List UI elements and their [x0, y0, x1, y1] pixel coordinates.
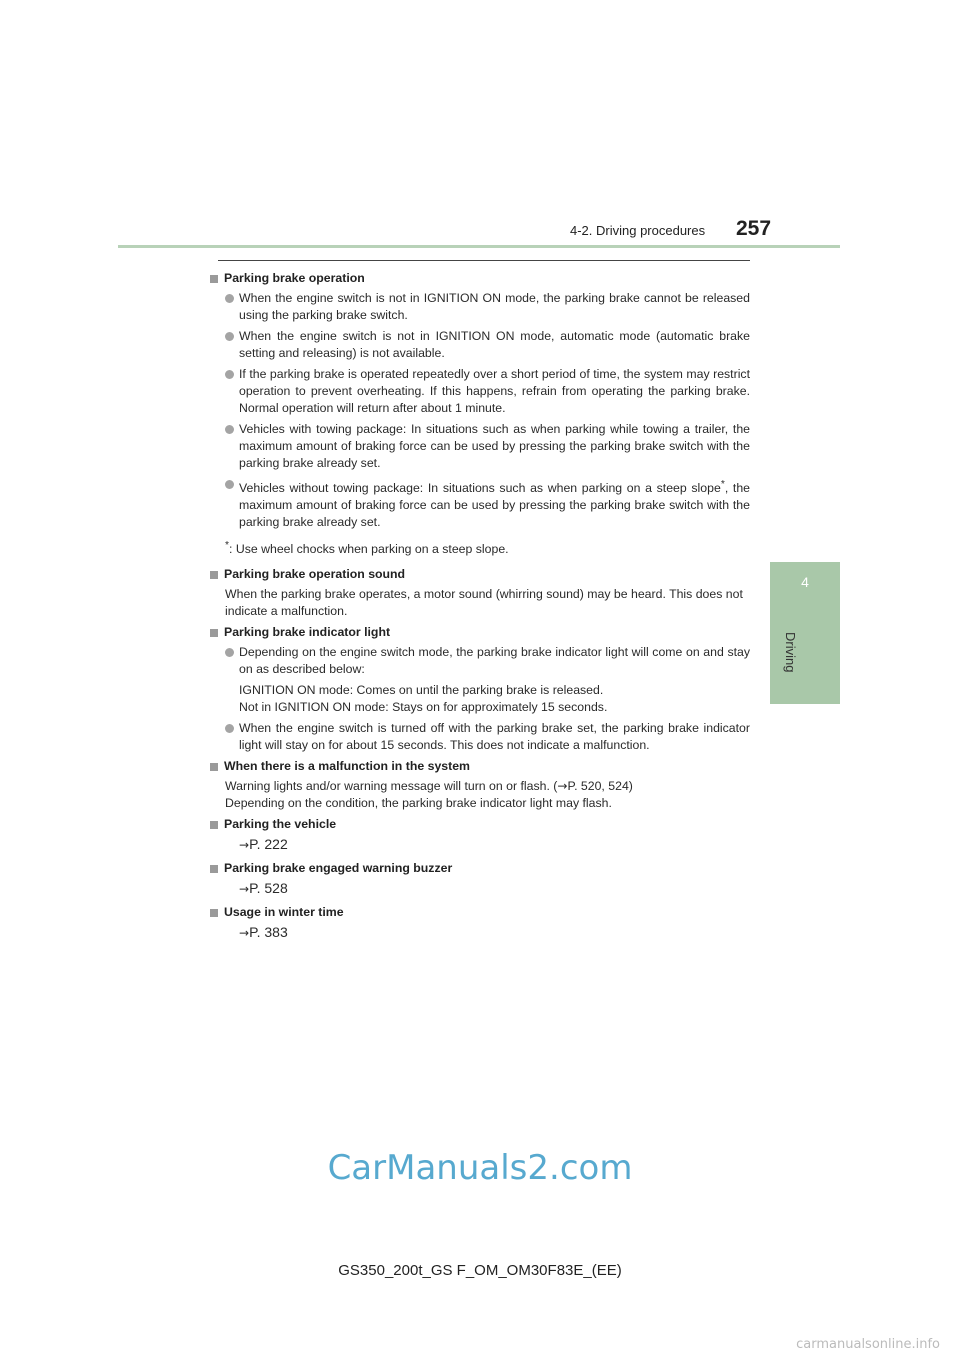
section-heading: [210, 816, 750, 833]
bullet-text: If the parking brake is operated repeatedly over a short period of time, the system may restrict operation to prevent overheating. If this happens, refrain from operating the parking brake. Normal operation will return after about 1 minute.: [239, 367, 750, 415]
round-bullet-icon: [225, 294, 234, 303]
section-warning-buzzer: [210, 860, 750, 898]
round-bullet-icon: [225, 648, 234, 657]
section-heading-text: Parking brake operation sound: [224, 567, 406, 582]
page-reference[interactable]: P. 383: [249, 924, 288, 941]
square-bullet-icon: [210, 629, 218, 637]
arrow-right-icon: →: [239, 882, 250, 897]
header-section-title: 4-2. Driving procedures: [570, 223, 706, 238]
list-item: [210, 644, 750, 678]
list-item: [210, 421, 750, 472]
sub-paragraph: Not in IGNITION ON mode: Stays on for approximately 15 seconds.: [239, 700, 608, 715]
square-bullet-icon: [210, 821, 218, 829]
page-reference[interactable]: P. 222: [249, 836, 288, 853]
page-content: [210, 270, 750, 948]
square-bullet-icon: [210, 571, 218, 579]
bullet-text: When the engine switch is turned off with the parking brake set, the parking brake indicator light will stay on for about 15 seconds. This does not indicate a malfunction.: [239, 721, 750, 753]
footnote-marker: *: [720, 479, 725, 490]
bullet-text-part: , the maximum amount of braking force can be used by pressing the parking brake switch with the parking brake already set.: [239, 481, 750, 530]
arrow-right-icon: →: [239, 926, 250, 941]
footnote-text: : Use wheel chocks when parking on a steep slope.: [229, 542, 509, 557]
bullet-text: When the engine switch is not in IGNITION ON mode, automatic mode (automatic brake setting and releasing) is not available.: [239, 329, 750, 360]
chapter-title: Driving: [783, 632, 798, 673]
header-divider: [118, 245, 840, 248]
section-heading: [210, 624, 750, 641]
footnote-marker: *: [225, 540, 229, 552]
paragraph: Depending on the condition, the parking brake indicator light may flash.: [225, 796, 612, 811]
list-item: [210, 476, 750, 531]
section-heading: [210, 758, 750, 775]
watermark-logo: CarManuals2.com: [327, 1148, 633, 1188]
round-bullet-icon: [225, 370, 234, 379]
chapter-tab: [770, 562, 840, 704]
sub-paragraph: IGNITION ON mode: Comes on until the parking brake is released.: [239, 683, 604, 698]
bullet-text: When the engine switch is not in IGNITION ON mode, the parking brake cannot be released using the parking brake switch.: [239, 291, 750, 322]
section-winter: [210, 904, 750, 942]
reference-line: [210, 836, 750, 854]
section-parking-brake-operation: [210, 270, 750, 558]
bullet-text: Vehicles with towing package: In situations such as when parking while towing a trailer, the maximum amount of braking force can be used by pressing the parking brake switch with the parking brake already set.: [239, 422, 750, 470]
square-bullet-icon: [210, 909, 218, 917]
page-reference[interactable]: P. 520, 524): [567, 779, 633, 794]
section-heading: [210, 904, 750, 921]
paragraph: When the parking brake operates, a motor sound (whirring sound) may be heard. This does not indicate a malfunction.: [225, 587, 743, 619]
bullet-text: Depending on the engine switch mode, the parking brake indicator light will come on and stay on as described below:: [239, 645, 750, 677]
section-heading-text: Parking brake indicator light: [224, 625, 391, 640]
source-watermark: carmanualsonline.info: [796, 1337, 940, 1352]
round-bullet-icon: [225, 724, 234, 733]
arrow-right-icon: →: [239, 838, 250, 853]
section-heading: [210, 566, 750, 583]
bullet-text-part: Vehicles without towing package: In situations such as when parking on a steep slope: [239, 481, 721, 496]
section-heading-text: When there is a malfunction in the system: [224, 759, 470, 774]
section-parking-vehicle: [210, 816, 750, 854]
chapter-number: 4: [801, 574, 809, 590]
section-malfunction: [210, 758, 750, 812]
section-heading: [210, 270, 750, 287]
bullet-text: [239, 476, 750, 531]
paragraph: [210, 778, 750, 795]
square-bullet-icon: [210, 865, 218, 873]
section-heading: [210, 860, 750, 877]
list-item: [210, 290, 750, 324]
section-operation-sound: [210, 566, 750, 620]
section-heading-text: Parking the vehicle: [224, 817, 337, 832]
section-heading-text: Parking brake engaged warning buzzer: [224, 861, 453, 876]
list-item: [210, 366, 750, 417]
page-number: 257: [736, 217, 772, 240]
list-item: [210, 328, 750, 362]
document-code: GS350_200t_GS F_OM_OM30F83E_(EE): [338, 1262, 622, 1279]
content-divider: [218, 260, 750, 261]
square-bullet-icon: [210, 763, 218, 771]
round-bullet-icon: [225, 425, 234, 434]
section-heading-text: Usage in winter time: [224, 905, 344, 920]
square-bullet-icon: [210, 275, 218, 283]
paragraph-text: Warning lights and/or warning message will turn on or flash. (: [225, 779, 558, 794]
reference-line: [210, 924, 750, 942]
reference-line: [210, 880, 750, 898]
footnote: [210, 537, 750, 558]
list-item: [210, 720, 750, 754]
round-bullet-icon: [225, 480, 234, 489]
section-indicator-light: [210, 624, 750, 754]
section-heading-text: Parking brake operation: [224, 271, 365, 285]
arrow-right-icon: →: [557, 779, 568, 794]
page-reference[interactable]: P. 528: [249, 880, 288, 897]
round-bullet-icon: [225, 332, 234, 341]
